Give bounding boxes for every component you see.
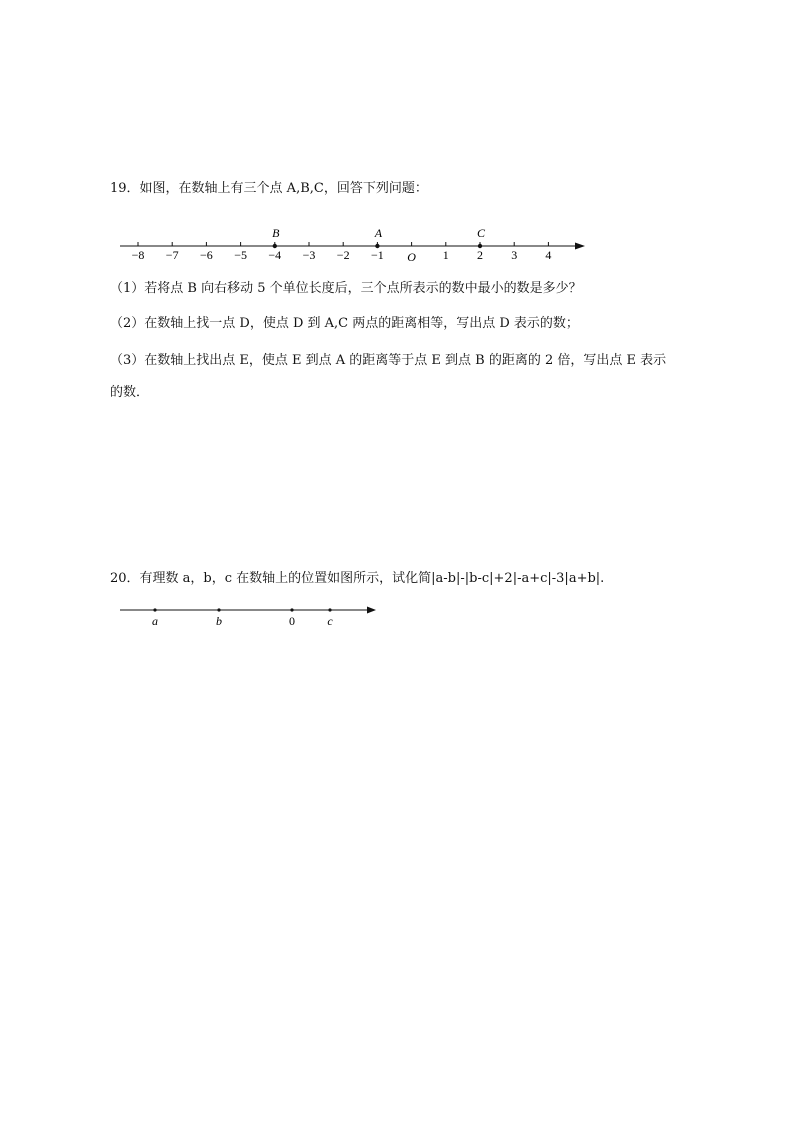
tick-label: 2 xyxy=(477,248,483,262)
tick-label: 3 xyxy=(511,248,518,262)
point-a xyxy=(153,608,156,611)
q19-part2: （2）在数轴上找一点 D，使点 D 到 A,C 两点的距离相等，写出点 D 表示的数； xyxy=(110,316,579,331)
q19-title: 19．如图，在数轴上有三个点 A,B,C，回答下列问题： xyxy=(110,181,428,196)
point-c xyxy=(328,608,331,611)
point-label: b xyxy=(216,614,222,628)
tick-label: −3 xyxy=(302,248,316,262)
point-label: A xyxy=(374,226,383,240)
point-zero xyxy=(290,608,293,611)
point-label: B xyxy=(272,226,280,240)
point-label: C xyxy=(476,226,486,240)
tick-label: 1 xyxy=(442,248,449,262)
axis-arrow-icon xyxy=(367,607,376,614)
q19-part3-cont: 的数． xyxy=(110,385,150,400)
point-label: a xyxy=(152,614,158,628)
tick-label: O xyxy=(407,250,416,264)
tick-label: −2 xyxy=(336,248,350,262)
point-b xyxy=(217,608,220,611)
tick-label: −7 xyxy=(165,248,179,262)
q19-part1: （1）若将点 B 向右移动 5 个单位长度后，三个点所表示的数中最小的数是多少？ xyxy=(110,281,582,296)
point-label: 0 xyxy=(289,614,295,628)
tick-label: −5 xyxy=(234,248,247,262)
q19-part3: （3）在数轴上找出点 E，使点 E 到点 A 的距离等于点 E 到点 B 的距离的 2 倍，写出点 E 表示 xyxy=(110,353,667,368)
q20-title: 20．有理数 a，b，c 在数轴上的位置如图所示，试化简|a-b|-|b-c|+2|-a+c|-3|a+b|. xyxy=(110,571,605,586)
tick-label: −8 xyxy=(131,248,145,262)
tick-label: 4 xyxy=(545,248,552,262)
point-label: c xyxy=(327,614,333,628)
tick-label: −6 xyxy=(200,248,213,262)
tick-label: −4 xyxy=(268,248,282,262)
tick-label: −1 xyxy=(371,248,384,262)
